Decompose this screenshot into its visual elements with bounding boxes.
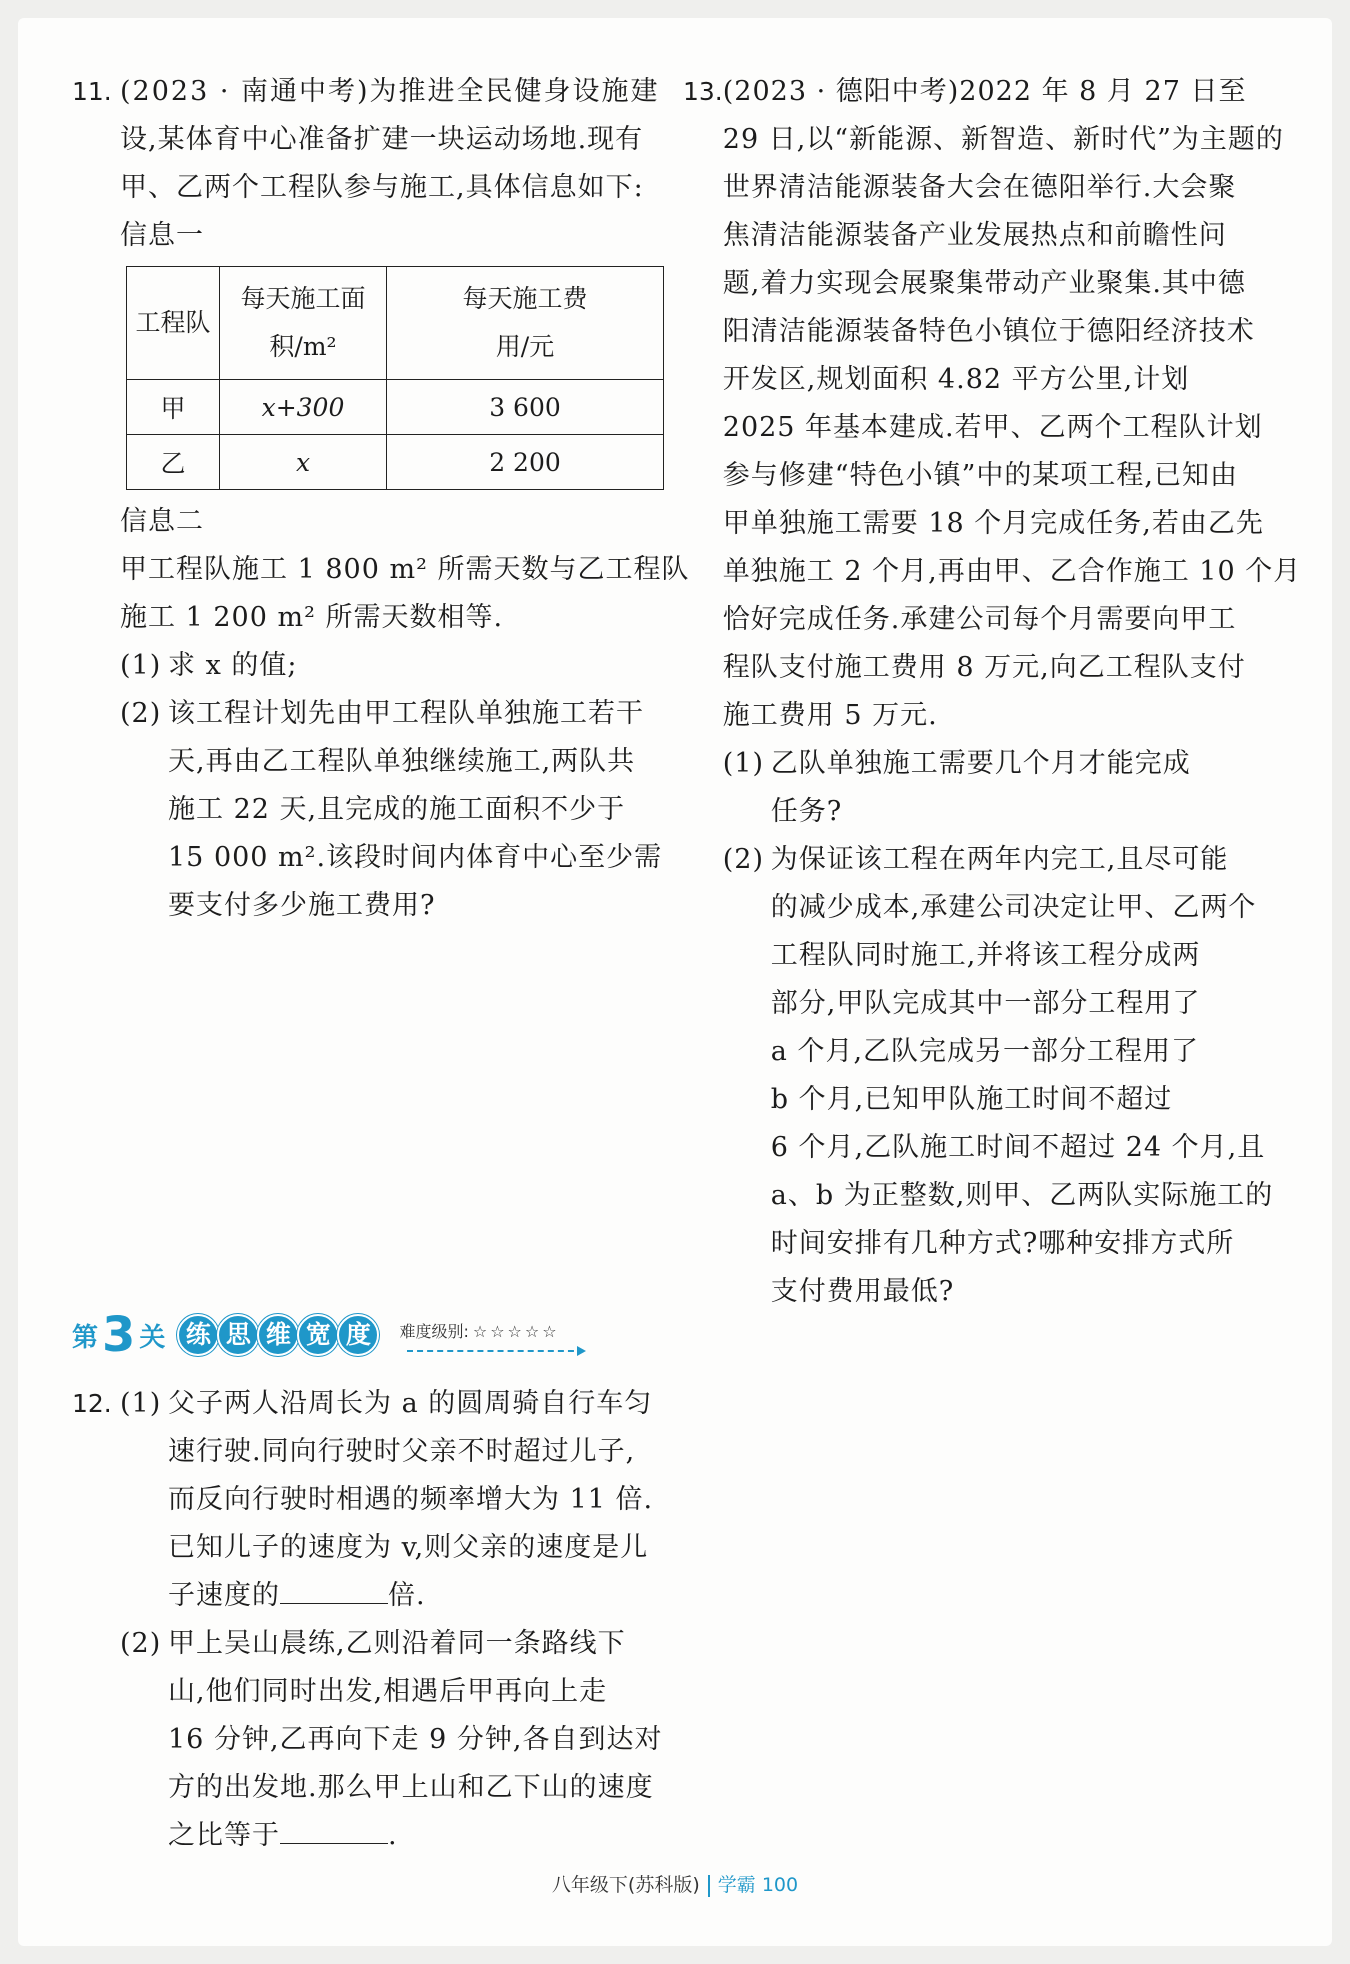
- text-line: 开发区,规划面积 4.82 平方公里,计划: [722, 364, 1190, 395]
- text-line: 设,某体育中心准备扩建一块运动场地.现有: [120, 124, 644, 155]
- text-line: 29 日,以“新能源、新智造、新时代”为主题的: [722, 124, 1284, 155]
- worksheet-page: [18, 18, 1332, 1946]
- text-line: 已知儿子的速度为 v,则父亲的速度是儿: [168, 1532, 649, 1563]
- difficulty-label: 难度级别:: [399, 1321, 469, 1341]
- table-header-line: 每天施工费: [462, 284, 588, 313]
- text-line: 施工费用 5 万元.: [722, 700, 938, 731]
- answer-blank[interactable]: [280, 1573, 388, 1604]
- table-header-line: 每天施工面: [240, 284, 366, 313]
- page-footer: [18, 1870, 1332, 1897]
- table-header-line: 用/元: [495, 332, 555, 361]
- sub-question-label: (2): [120, 698, 162, 729]
- question-13: [683, 68, 1302, 1316]
- text-line: 父子两人沿周长为 a 的圆周骑自行车匀: [168, 1388, 653, 1419]
- dashed-arrow-icon: [407, 1350, 583, 1352]
- sub-question-2: [723, 836, 1301, 1316]
- difficulty-rating: [399, 1319, 559, 1352]
- table-cell: x: [220, 435, 387, 490]
- text-line: 支付费用最低?: [770, 1276, 955, 1307]
- text-line: 甲、乙两个工程队参与施工,具体信息如下:: [120, 172, 644, 203]
- text-line: 恰好完成任务.承建公司每个月需要向甲工: [722, 604, 1237, 635]
- text-line: 单独施工 2 个月,再由甲、乙合作施工 10 个月: [722, 556, 1302, 587]
- text-line: 部分,甲队完成其中一部分工程用了: [770, 988, 1201, 1019]
- table-cell: 甲: [127, 380, 220, 435]
- text-line: 参与修建“特色小镇”中的某项工程,已知由: [722, 460, 1238, 491]
- text-line: 阳清洁能源装备特色小镇位于德阳经济技术: [722, 316, 1255, 347]
- right-column: [683, 68, 1302, 1316]
- text-line: 工程队同时施工,并将该工程分成两: [770, 940, 1201, 971]
- table-header: [387, 267, 664, 380]
- text-line: 方的出发地.那么甲上山和乙下山的速度: [168, 1772, 654, 1803]
- text-line: 甲工程队施工 1 800 m² 所需天数与乙工程队: [120, 554, 690, 585]
- text-fragment: 倍.: [388, 1580, 426, 1611]
- info-table: [126, 266, 664, 490]
- star-icon: ☆☆☆☆☆: [472, 1321, 560, 1341]
- text-line: (2023 · 德阳中考)2022 年 8 月 27 日至: [722, 76, 1247, 107]
- sub-question-2: [120, 1620, 672, 1860]
- sub-question-2: [120, 690, 672, 930]
- info-heading: 信息一: [120, 220, 204, 251]
- text-line: 焦清洁能源装备产业发展热点和前瞻性问: [722, 220, 1227, 251]
- text-line: 该工程计划先由甲工程队单独施工若干: [168, 698, 644, 729]
- sub-question-label: (2): [722, 844, 765, 875]
- text-line: a、b 为正整数,则甲、乙两队实际施工的: [770, 1180, 1274, 1211]
- sub-question-1: [723, 740, 1301, 836]
- sub-question-label: (1): [120, 650, 162, 681]
- sub-question-label: (1): [722, 748, 765, 779]
- sub-question-1: [120, 642, 672, 690]
- banner-title-char: 维: [257, 1314, 299, 1356]
- sub-question-label: (2): [120, 1628, 162, 1659]
- text-line: 甲上吴山晨练,乙则沿着同一条路线下: [168, 1628, 626, 1659]
- text-line: (2023 · 南通中考)为推进全民健身设施建: [120, 76, 660, 107]
- text-line: 2025 年基本建成.若甲、乙两个工程队计划: [722, 412, 1263, 443]
- question-11: [72, 68, 672, 260]
- grade-label: 八年级下(苏科版): [551, 1874, 700, 1896]
- text-line: 的减少成本,承建公司决定让甲、乙两个: [770, 892, 1257, 923]
- text-line: 要支付多少施工费用?: [168, 890, 436, 921]
- text-line: 而反向行驶时相遇的频率增大为 11 倍.: [168, 1484, 654, 1515]
- banner-prefix: 第: [72, 1322, 99, 1353]
- text-line: 施工 1 200 m² 所需天数相等.: [120, 602, 504, 633]
- question-number: 13.: [683, 77, 723, 106]
- banner-level-number: 3: [102, 1307, 136, 1363]
- text-line: 乙队单独施工需要几个月才能完成: [770, 748, 1191, 779]
- text-fragment: .: [388, 1820, 398, 1851]
- text-line: 15 000 m².该段时间内体育中心至少需: [168, 842, 663, 873]
- table-header-row: [127, 267, 664, 380]
- table-row: [127, 380, 664, 435]
- text-line: 速行驶.同向行驶时父亲不时超过儿子,: [168, 1436, 636, 1467]
- text-fragment: 子速度的: [168, 1580, 280, 1611]
- table-header-line: 积/m²: [269, 332, 337, 361]
- text-line: 求 x 的值;: [168, 650, 298, 681]
- table-cell: x+300: [220, 380, 387, 435]
- text-line: [168, 1572, 672, 1620]
- banner-suffix: 关: [139, 1322, 166, 1353]
- text-fragment: 之比等于: [168, 1820, 280, 1851]
- banner-title-char: 思: [217, 1314, 259, 1356]
- text-line: 天,再由乙工程队单独继续施工,两队共: [168, 746, 636, 777]
- table-cell: 2 200: [387, 435, 664, 490]
- banner-title-char: 宽: [297, 1314, 339, 1356]
- table-cell: 3 600: [387, 380, 664, 435]
- sub-question-1: [120, 1380, 672, 1620]
- question-12: [72, 1380, 672, 1860]
- info-heading: 信息二: [120, 506, 204, 537]
- question-number: 11.: [72, 77, 112, 106]
- table-row: [127, 435, 664, 490]
- text-line: 6 个月,乙队施工时间不超过 24 个月,且: [770, 1132, 1266, 1163]
- section-banner: [72, 1300, 672, 1370]
- table-header: [220, 267, 387, 380]
- banner-title-char: 度: [337, 1314, 379, 1356]
- text-line: 16 分钟,乙再向下走 9 分钟,各自到达对: [168, 1724, 663, 1755]
- banner-title: [177, 1314, 377, 1356]
- answer-blank[interactable]: [280, 1813, 388, 1844]
- text-line: [168, 1812, 672, 1860]
- text-line: 程队支付施工费用 8 万元,向乙工程队支付: [722, 652, 1246, 683]
- text-line: 任务?: [770, 796, 843, 827]
- left-column: [72, 68, 690, 930]
- sub-question-label: (1): [120, 1388, 162, 1419]
- table-cell: 乙: [127, 435, 220, 490]
- table-header: 工程队: [127, 267, 220, 380]
- footer-divider: [708, 1875, 710, 1897]
- text-line: 时间安排有几种方式?哪种安排方式所: [770, 1228, 1235, 1259]
- text-line: 甲单独施工需要 18 个月完成任务,若由乙先: [722, 508, 1264, 539]
- question-number: 12.: [72, 1389, 112, 1418]
- text-line: 题,着力实现会展聚集带动产业聚集.其中德: [722, 268, 1246, 299]
- text-line: a 个月,乙队完成另一部分工程用了: [770, 1036, 1200, 1067]
- banner-title-char: 练: [177, 1314, 219, 1356]
- text-line: 施工 22 天,且完成的施工面积不少于: [168, 794, 626, 825]
- text-line: b 个月,已知甲队施工时间不超过: [770, 1084, 1173, 1115]
- text-line: 山,他们同时出发,相遇后甲再向上走: [168, 1676, 608, 1707]
- page-number: 100: [761, 1874, 799, 1896]
- text-line: 世界清洁能源装备大会在德阳举行.大会聚: [722, 172, 1237, 203]
- text-line: 为保证该工程在两年内完工,且尽可能: [770, 844, 1229, 875]
- brand-name: 学霸: [717, 1874, 756, 1896]
